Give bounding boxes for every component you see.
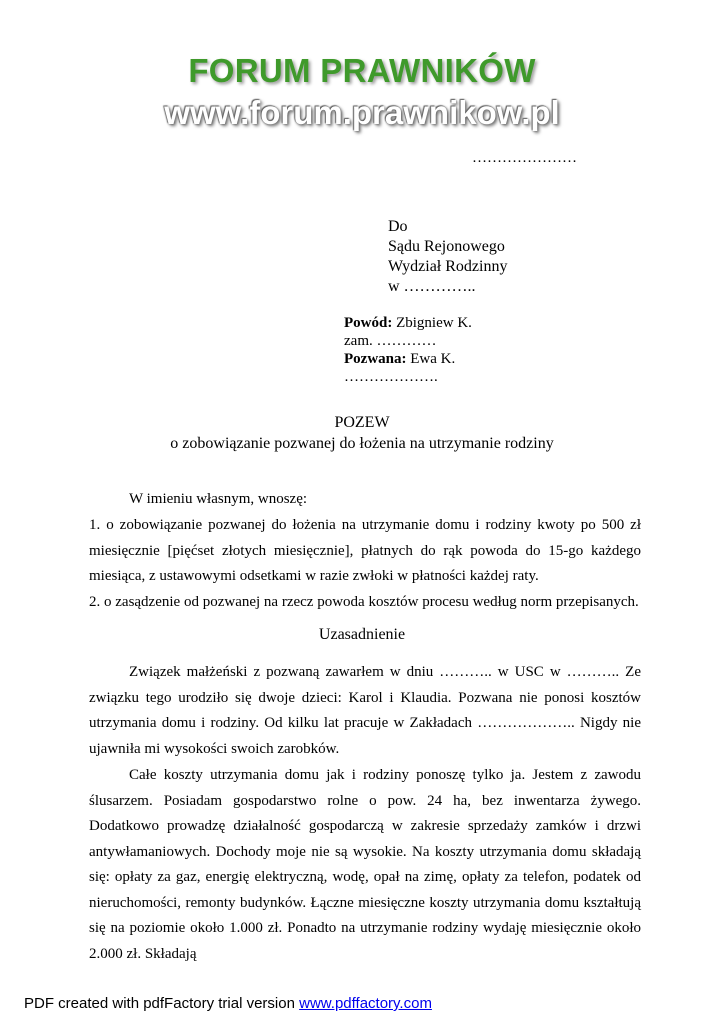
footer-text: PDF created with pdfFactory trial version bbox=[24, 995, 300, 1012]
watermark-url: www.forum.prawnikow.pl bbox=[164, 94, 560, 131]
document-subtitle: o zobowiązanie pozwanej do łożenia na utrzymanie rodziny bbox=[170, 435, 554, 452]
pdf-footer bbox=[24, 995, 432, 1012]
document-title: POZEW bbox=[334, 414, 390, 431]
plaintiff-line bbox=[344, 314, 472, 332]
plaintiff-name: Zbigniew K. bbox=[396, 315, 472, 331]
pdffactory-link[interactable]: www.pdffactory.com bbox=[299, 995, 432, 1012]
plaintiff-address: zam. ………… bbox=[344, 333, 437, 349]
address-line: Do bbox=[388, 218, 408, 235]
claim-point-2: 2. o zasądzenie od pozwanej na rzecz powoda kosztów procesu według norm przepisanych. bbox=[89, 594, 639, 610]
defendant-line bbox=[344, 350, 472, 368]
watermark-title: FORUM PRAWNIKÓW bbox=[188, 52, 536, 89]
justification-heading: Uzasadnienie bbox=[318, 626, 406, 643]
parties-block bbox=[344, 314, 472, 386]
claim-point-1: 1. o zobowiązanie pozwanej do łożenia na utrzymanie domu i rodziny kwoty po 500 zł miesięcznie [pięćset złotych miesięcznie], płatnych do rąk powoda do 15-go każdego miesiąca, z ustawowymi odsetkami w razie zwłoki w płatności każdej raty. bbox=[89, 517, 641, 584]
address-line: Wydział Rodzinny bbox=[388, 258, 508, 275]
court-address bbox=[388, 217, 507, 297]
justification-paragraph-2: Całe koszty utrzymania domu jak i rodziny ponoszę tylko ja. Jestem z zawodu ślusarzem. Posiadam gospodarstwo rolne o pow. 24 ha, bez inwentarza żywego. Dodatkowo prowadzę działalność gospodarczą w zakresie sprzedaży zamków i drzwi antywłamaniowych. Dochody moje nie są wysokie. Na koszty utrzymania domu składają się: opłaty za gaz, energię elektryczną, wodę, opał na zimę, opłaty za telefon, podatek od nieruchomości, remonty budynków. Łączne miesięczne koszty utrzymania domu kształtują się na poziomie około 1.000 zł. Ponadto na utrzymanie rodziny wydaję miesięcznie około 2.000 zł. Składają bbox=[89, 767, 641, 962]
defendant-address: ………………. bbox=[344, 369, 438, 385]
address-line: w ………….. bbox=[388, 278, 476, 295]
defendant-label: Pozwana: bbox=[344, 351, 407, 367]
address-line: Sądu Rejonowego bbox=[388, 238, 505, 255]
justification-paragraph-1: Związek małżeński z pozwaną zawarłem w dniu ……….. w USC w ……….. Ze związku tego urodziło się dwoje dzieci: Karol i Klaudia. Pozwana nie ponosi kosztów utrzymania domu i rodziny. Od kilku lat pracuje w Zakładach ……………….. Nigdy nie ujawniła mi wysokości swoich zarobków. bbox=[89, 664, 641, 757]
intro-text: W imieniu własnym, wnoszę: bbox=[129, 491, 308, 507]
defendant-name: Ewa K. bbox=[410, 351, 456, 367]
place-date-placeholder: ………………… bbox=[472, 150, 577, 166]
plaintiff-label: Powód: bbox=[344, 315, 393, 331]
